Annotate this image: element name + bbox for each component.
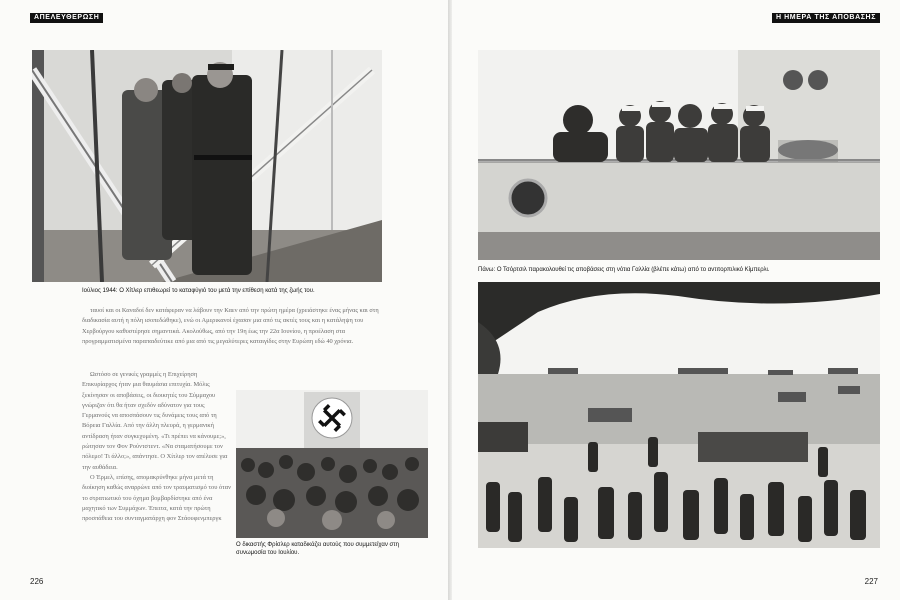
right-page-number: 227 [864, 577, 878, 586]
trial-photo [236, 390, 428, 538]
left-header-tag: ΑΠΕΛΕΥΘΕΡΩΣΗ [30, 13, 103, 23]
paragraph-2: Ωστόσο σε γενικές γραμμές η Επιχείρηση Επικυρίαρχος ήταν μια θαυμάσια επιτυχία. Μόλις ξεκίνησαν οι αποβάσεις, οι διοικητές του Σύμμαχου γνώριζαν ότι θα ήταν σχεδόν αδύνατον για τους Γερμανούς να αποσπάσουν τις δυνάμεις τους από τη Βόρεια Γαλλία. Από την άλλη πλευρά, η γερμανική αντίδραση ήταν συγκεχυμένη. «Τι πρέπει να κάνουμε;», ρώτησαν τον Φον Ρούντστεντ. «Να σταματήσουμε τον πόλεμο! Τι άλλο;», απάντησε. Ο Χίτλερ τον απέλυσε για την αυθάδεια. [82, 371, 228, 471]
hitler-bunker-photo [32, 50, 382, 282]
trial-photo-caption: Ο δικαστής Φρίσλερ καταδικάζει αυτούς που συμμετείχαν στη συνωμοσία του Ιουλίου. [236, 542, 399, 556]
right-header-tag: Η ΗΜΕΡΑ ΤΗΣ ΑΠΟΒΑΣΗΣ [772, 13, 880, 23]
left-page-number: 226 [30, 577, 44, 586]
left-page [0, 0, 448, 600]
body-text-column [82, 370, 232, 570]
right-page [452, 0, 900, 600]
paragraph-1: ταυοί και οι Καναδοί δεν κατάφεραν να λάβουν την Καεν από την πρώτη ημέρα (χρειάστηκε ένας μήνας και στη διαδικασία αυτή η πόλη ισοπεδώθηκε), ενώ οι Αμερικανοί έχασαν μια από τις ακτές τους και η κατάληψη του Χερβούργου καθυστέρησε σημαντικά. Ακολούθως, από την 19η έως την 22α Ιουνίου, η προέλαση στα προγραμματισμένα παραπαιδεύτικε από μια από τις μεγαλύτερες καταιγίδες στην Ευρώπη εδώ 40 χρόνια. [82, 307, 379, 345]
paragraph-3: Ο Έρμελ, επίσης, απομακρύνθηκε μήνα μετά τη διοίκηση καθώς αναρρώνε από τον τραυματισμό του όταν το στρατιωτικό του όχημα βομβαρδίστηκε από ένα μαχητικό των Συμμάχων. Έπειτα, κατά την πρώτη προσπάθεια του συνταγματάρχη φον Στάουφενμπεργκ [82, 473, 231, 523]
landing-beach-photo [478, 282, 880, 548]
churchill-ship-photo [478, 50, 880, 260]
body-text-top [82, 306, 380, 347]
churchill-photo-caption: Πάνω: Ο Τσόρτσιλ παρακολουθεί τις αποβάσεις στη νότια Γαλλία (βλέπε κάτω) από το αντιτορπιλικό Κίμπερλι. [478, 267, 770, 273]
hitler-photo-caption: Ιούλιος 1944: Ο Χίτλερ επιθεωρεί το καταφύγιό του μετά την επίθεση κατά της ζωής του. [82, 288, 315, 294]
